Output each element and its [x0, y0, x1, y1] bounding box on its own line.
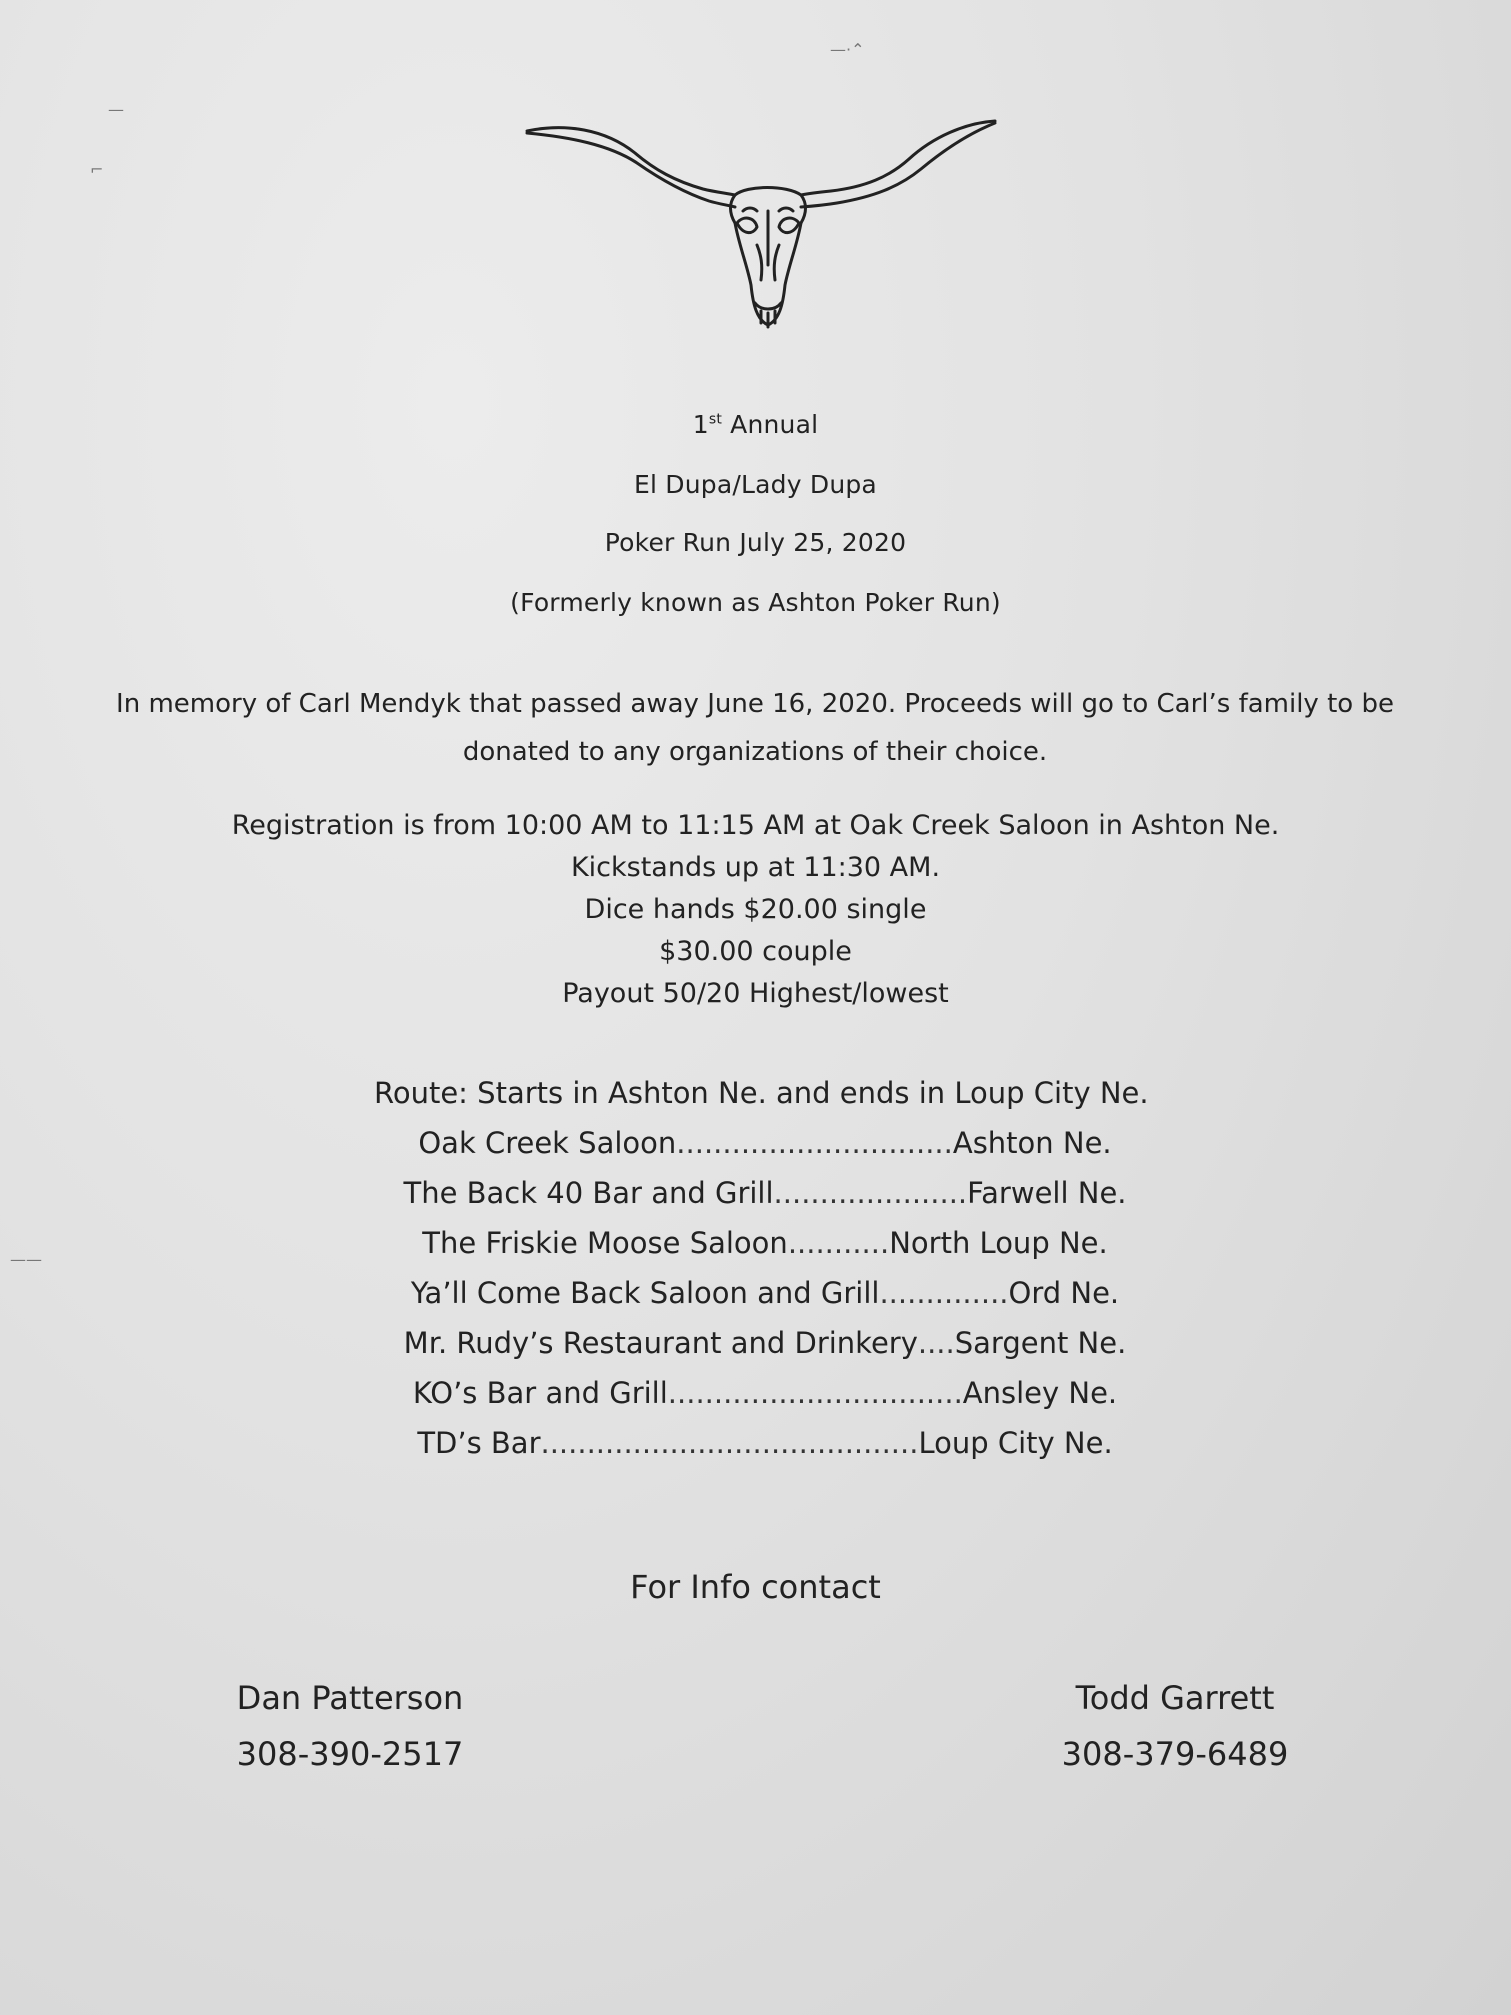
stray-mark: —·⌃ — [830, 40, 865, 59]
route-stop — [370, 1268, 1160, 1318]
route-stop-town: Loup City Ne. — [918, 1426, 1113, 1460]
route-stop-name: The Back 40 Bar and Grill — [403, 1176, 774, 1210]
route-stop — [370, 1168, 1160, 1218]
route-stop — [370, 1218, 1160, 1268]
memorial-text — [45, 680, 1465, 776]
route-stop-town: Ord Ne. — [1008, 1276, 1120, 1310]
route-stop-name: Ya’ll Come Back Saloon and Grill — [410, 1276, 880, 1310]
route-stop-leader-dots: .............................. — [676, 1126, 953, 1160]
contact-phone: 308-379-6489 — [1061, 1735, 1289, 1773]
info-heading: For Info contact — [630, 1568, 881, 1606]
route-stop-list — [370, 1118, 1160, 1468]
stray-mark: —— — [10, 1250, 42, 1269]
contact-card — [215, 1670, 485, 1782]
route-stop-name: TD’s Bar — [417, 1426, 541, 1460]
route-stop-leader-dots: ..................... — [773, 1176, 968, 1210]
route-heading: Route: Starts in Ashton Ne. and ends in Loup City Ne. — [374, 1076, 1149, 1110]
registration-block — [0, 805, 1511, 1015]
route-stop-leader-dots: ........... — [787, 1226, 890, 1260]
route-stop — [370, 1368, 1160, 1418]
contact-phone: 308-390-2517 — [236, 1735, 464, 1773]
dice-couple-price: $30.00 couple — [659, 936, 852, 967]
memorial-line-2: donated to any organizations of their choice. — [462, 737, 1048, 767]
route-stop-name: The Friskie Moose Saloon — [422, 1226, 788, 1260]
memorial-line-1: In memory of Carl Mendyk that passed away June 16, 2020. Proceeds will go to Carl’s family to be — [116, 689, 1394, 719]
route-stop-town: North Loup Ne. — [889, 1226, 1108, 1260]
route-stop-town: Ansley Ne. — [962, 1376, 1118, 1410]
stray-mark: — — [108, 100, 124, 119]
payout-info: Payout 50/20 Highest/lowest — [562, 978, 949, 1009]
route-stop-leader-dots: ................................ — [667, 1376, 963, 1410]
route-stop-name: Mr. Rudy’s Restaurant and Drinkery — [403, 1326, 918, 1360]
kickstands-time: Kickstands up at 11:30 AM. — [570, 852, 941, 883]
route-stop-leader-dots: .............. — [879, 1276, 1009, 1310]
route-stop-leader-dots: .... — [917, 1326, 955, 1360]
stray-mark: ⌐ — [90, 160, 104, 179]
formerly-known-as: (Formerly known as Ashton Poker Run) — [510, 588, 1001, 617]
route-stop-town: Sargent Ne. — [954, 1326, 1127, 1360]
registration-time: Registration is from 10:00 AM to 11:15 AM at Oak Creek Saloon in Ashton Ne. — [231, 810, 1280, 841]
dice-single-price: Dice hands $20.00 single — [584, 894, 927, 925]
route-stop — [370, 1318, 1160, 1368]
longhorn-skull-icon — [525, 115, 1005, 335]
route-stop-town: Farwell Ne. — [967, 1176, 1127, 1210]
contact-name: Todd Garrett — [1075, 1679, 1275, 1717]
route-stop-town: Ashton Ne. — [952, 1126, 1112, 1160]
route-stop-name: KO’s Bar and Grill — [412, 1376, 668, 1410]
route-stop-leader-dots: ......................................... — [540, 1426, 919, 1460]
route-stop — [370, 1418, 1160, 1468]
contact-card — [1040, 1670, 1310, 1782]
route-stop — [370, 1118, 1160, 1168]
route-section — [370, 1068, 1160, 1468]
route-stop-name: Oak Creek Saloon — [418, 1126, 677, 1160]
contact-name: Dan Patterson — [236, 1679, 464, 1717]
event-date: Poker Run July 25, 2020 — [604, 528, 907, 557]
event-name: El Dupa/Lady Dupa — [634, 470, 877, 499]
title-annual: 1st Annual — [692, 410, 819, 439]
